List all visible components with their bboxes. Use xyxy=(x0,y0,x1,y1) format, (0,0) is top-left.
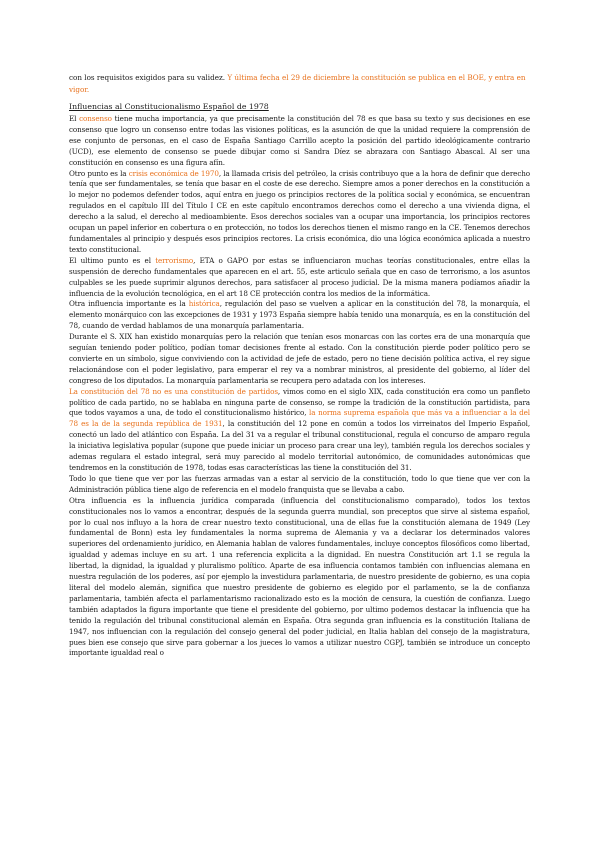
text-run: , vimos como en el siglo XIX, cada constitución era como un panfleto político de cada partido, no se hablaba en ninguna parte de consenso, se rompe la tradición de la constitución partidista, para que todos vayamos a una, de todo el constitucionalismo histórico, xyxy=(69,386,530,418)
highlight-run: histórica xyxy=(188,299,220,309)
text-run: El ultimo punto es el xyxy=(69,255,156,265)
paragraph xyxy=(69,496,530,660)
text-run: Durante el S. XIX han existido monarquías pero la relación que tenían esos monarcas con las cortes era de una monarquía que seguían teniendo poder político, podían tomar decisiones frente al estado. Con la constitución pierde poder político pero se convierte en un símbolo, sigue conviviendo con la actividad de jefe de estado, pero no tiene decisión política activa, el rey sigue relacionándose con el poder legislativo, para emperar el rey va a nombrar ministros, al presidente del gobierno, al líder del congreso de los diputados. La monarquía parlamentaria se recupera pero adatada con los intereses. xyxy=(69,332,530,385)
highlight-run: crisis económica de 1970 xyxy=(128,168,219,178)
paragraph xyxy=(69,299,530,332)
intro-text xyxy=(69,72,529,96)
text-run: , la constitución del 12 pone en común a todos los virreinatos del Imperio Español, conectó un lado del atlántico con España. La del 31 va a regular el tribunal constitucional, regula el concurso de amparo regula la iniciativa legislativa popular (supone que puede iniciar un proceso para crear una ley), también regula los derechos sociales y ademas regulara el estado integral, será muy parecido al modelo territorial autonómico, de comunidades autonómicas que tendremos en la constitución de 1978, todas esas características las tiene la constitución del 31. xyxy=(69,419,531,472)
text-run: , regulación del paso se vuelven a aplicar en la constitución del 78, la monarquía, el elemento monárquico con las excepciones de 1931 y 1973 España siempre había tenido una monarquía, es en la constitución del 78, cuando de verdad hablamos de una monarquía parlamentaria. xyxy=(69,299,530,331)
intro-highlight: Y última fecha el 29 de diciembre la constitución se publica en el BOE, y entra en vigor. xyxy=(69,73,526,94)
paragraph xyxy=(69,256,530,300)
paragraph xyxy=(69,387,530,474)
text-run: , la llamada crisis del petróleo, la crisis contribuyo que a la hora de definir que derecho tenía que ser fundamentales, se tenía que basar en el coste de ese derecho. Siempre amos a poner derechos en la constitución a lo mejor no podemos defender todos, aquí entra en juego os principios rectores de la política social y económica, se encuentran regulados en el capítulo III del Título I CE en este capítulo encontramos derechos como el derecho a una vivienda digna, el derecho a la salud, el derecho al medioambiente. Esos derechos sociales van a ocupar una importancia, los principios rectores ocupan un papel inferior en cobertura o en protección, no todos los derechos tienen el mismo rango en la CE. Tenemos derechos fundamentales al principio y después esos principios rectores. La crisis económica, dio una lógica económica aplicada a nuestro texto constitucional. xyxy=(69,168,531,254)
paragraph xyxy=(69,332,530,387)
text-run: , ETA o GAPO por estas se influenciaron muchas teorías constitucionales, entre ellas la suspensión de derecho fundamentales que aparecen en el art. 55, este articulo señala que en caso de terrorismo, a los asuntos culpables se les puede suprimir algunos derechos, para satisfacer al proceso judicial. De la misma manera podíamos añadir la influencia de la evolución tecnológica, en el art 18 CE protección contra los medios de la informática. xyxy=(69,255,530,298)
highlight-run: terrorismo xyxy=(155,255,194,265)
body-text xyxy=(69,114,530,659)
text-run: Otro punto es la xyxy=(69,168,129,178)
text-run: El xyxy=(69,114,80,123)
highlight-run: La constitución del 78 no es una constitución de partidos xyxy=(69,386,278,396)
text-run: Otra influencia es la influencia jurídica comparada (influencia del constitucionalismo comparado), todos los textos constitucionales nos lo vamos a encontrar, después de la segunda guerra mundial, son preceptos que sirve al sistema español, por lo cual nos influyo a la hora de crear nuestro texto constitucional, una de ellas fue la constitución alemana de 1949 (Ley fundamental de Bonn) esta ley fundamentales la norma suprema de Alemania y va a declarar los determinados valores superiores del ordenamiento jurídico, en Alemania hablan de valores fundamentales, incluye conceptos filosóficos como libertad, igualdad y ademas incluye en su art. 1 una referencia explicita a la dignidad. En nuestra Constitución art 1.1 se regula la libertad, la dignidad, la igualdad y pluralismo político. Aparte de esa influencia contamos también con influencias alemana en nuestra regulación de los poderes, así por ejemplo la investidura parlamentaria, de nuestro presidente de gobierno, es una copia literal del modelo alemán, significa que nuestro presidente de gobierno es elegido por el parlamento, se la de confianza parlamentaria, también afecta el parlamentarismo racionalizado esto es la moción de censura, la cuestión de confianza. Luego también adaptados la figura importante que tiene el presidente del gobierno, por ultimo podemos destacar la influencia que ha tenido la regulación del tribunal constitucional alemán en España. Otra segunda gran influencia es la constitución Italiana de 1947, nos influencian con la regulación del consejo general del poder judicial, en Italia hablan del consejo de la magistratura, pues bien ese consejo que sirve para gobernar a los jueces lo vamos a utilizar nuestro CGPJ, también se introduce un concepto importante igualdad real o xyxy=(69,495,530,658)
text-run: Otra influencia importante es la xyxy=(69,299,189,309)
section-heading: Influencias al Constitucionalismo Español de 1978 xyxy=(69,102,269,111)
text-run: tiene mucha importancia, ya que precisamente la constitución del 78 es que basa su texto y sus decisiones en ese consenso que logro un consenso entre todas las visiones políticas, es la asunción de que la unidad requiere la comprensión de ese conjunto de personas, en el caso de España Santiago Carrillo acepto la posición del partido ideológicamente contrario (UCD), ese elemento de consenso se puede dibujar como si Sandra Díez se abrazara con Santiago Abascal. Al ser una constitución en consenso es una figura afín. xyxy=(69,114,531,167)
paragraph xyxy=(69,474,530,496)
intro-plain: con los requisitos exigidos para su validez. xyxy=(69,73,228,82)
paragraph xyxy=(69,169,530,256)
text-run: Todo lo que tiene que ver por las fuerzas armadas van a estar al servicio de la constitución, todo lo que tiene que ver con la Administración pública tiene algo de referencia en el modelo franquista que se llevaba a cabo. xyxy=(69,473,530,494)
paragraph xyxy=(69,114,530,169)
highlight-run: consenso xyxy=(79,114,112,123)
highlight-run: la norma suprema española que más va a influenciar a la del 78 es la de la segunda república de 1931 xyxy=(69,408,530,429)
